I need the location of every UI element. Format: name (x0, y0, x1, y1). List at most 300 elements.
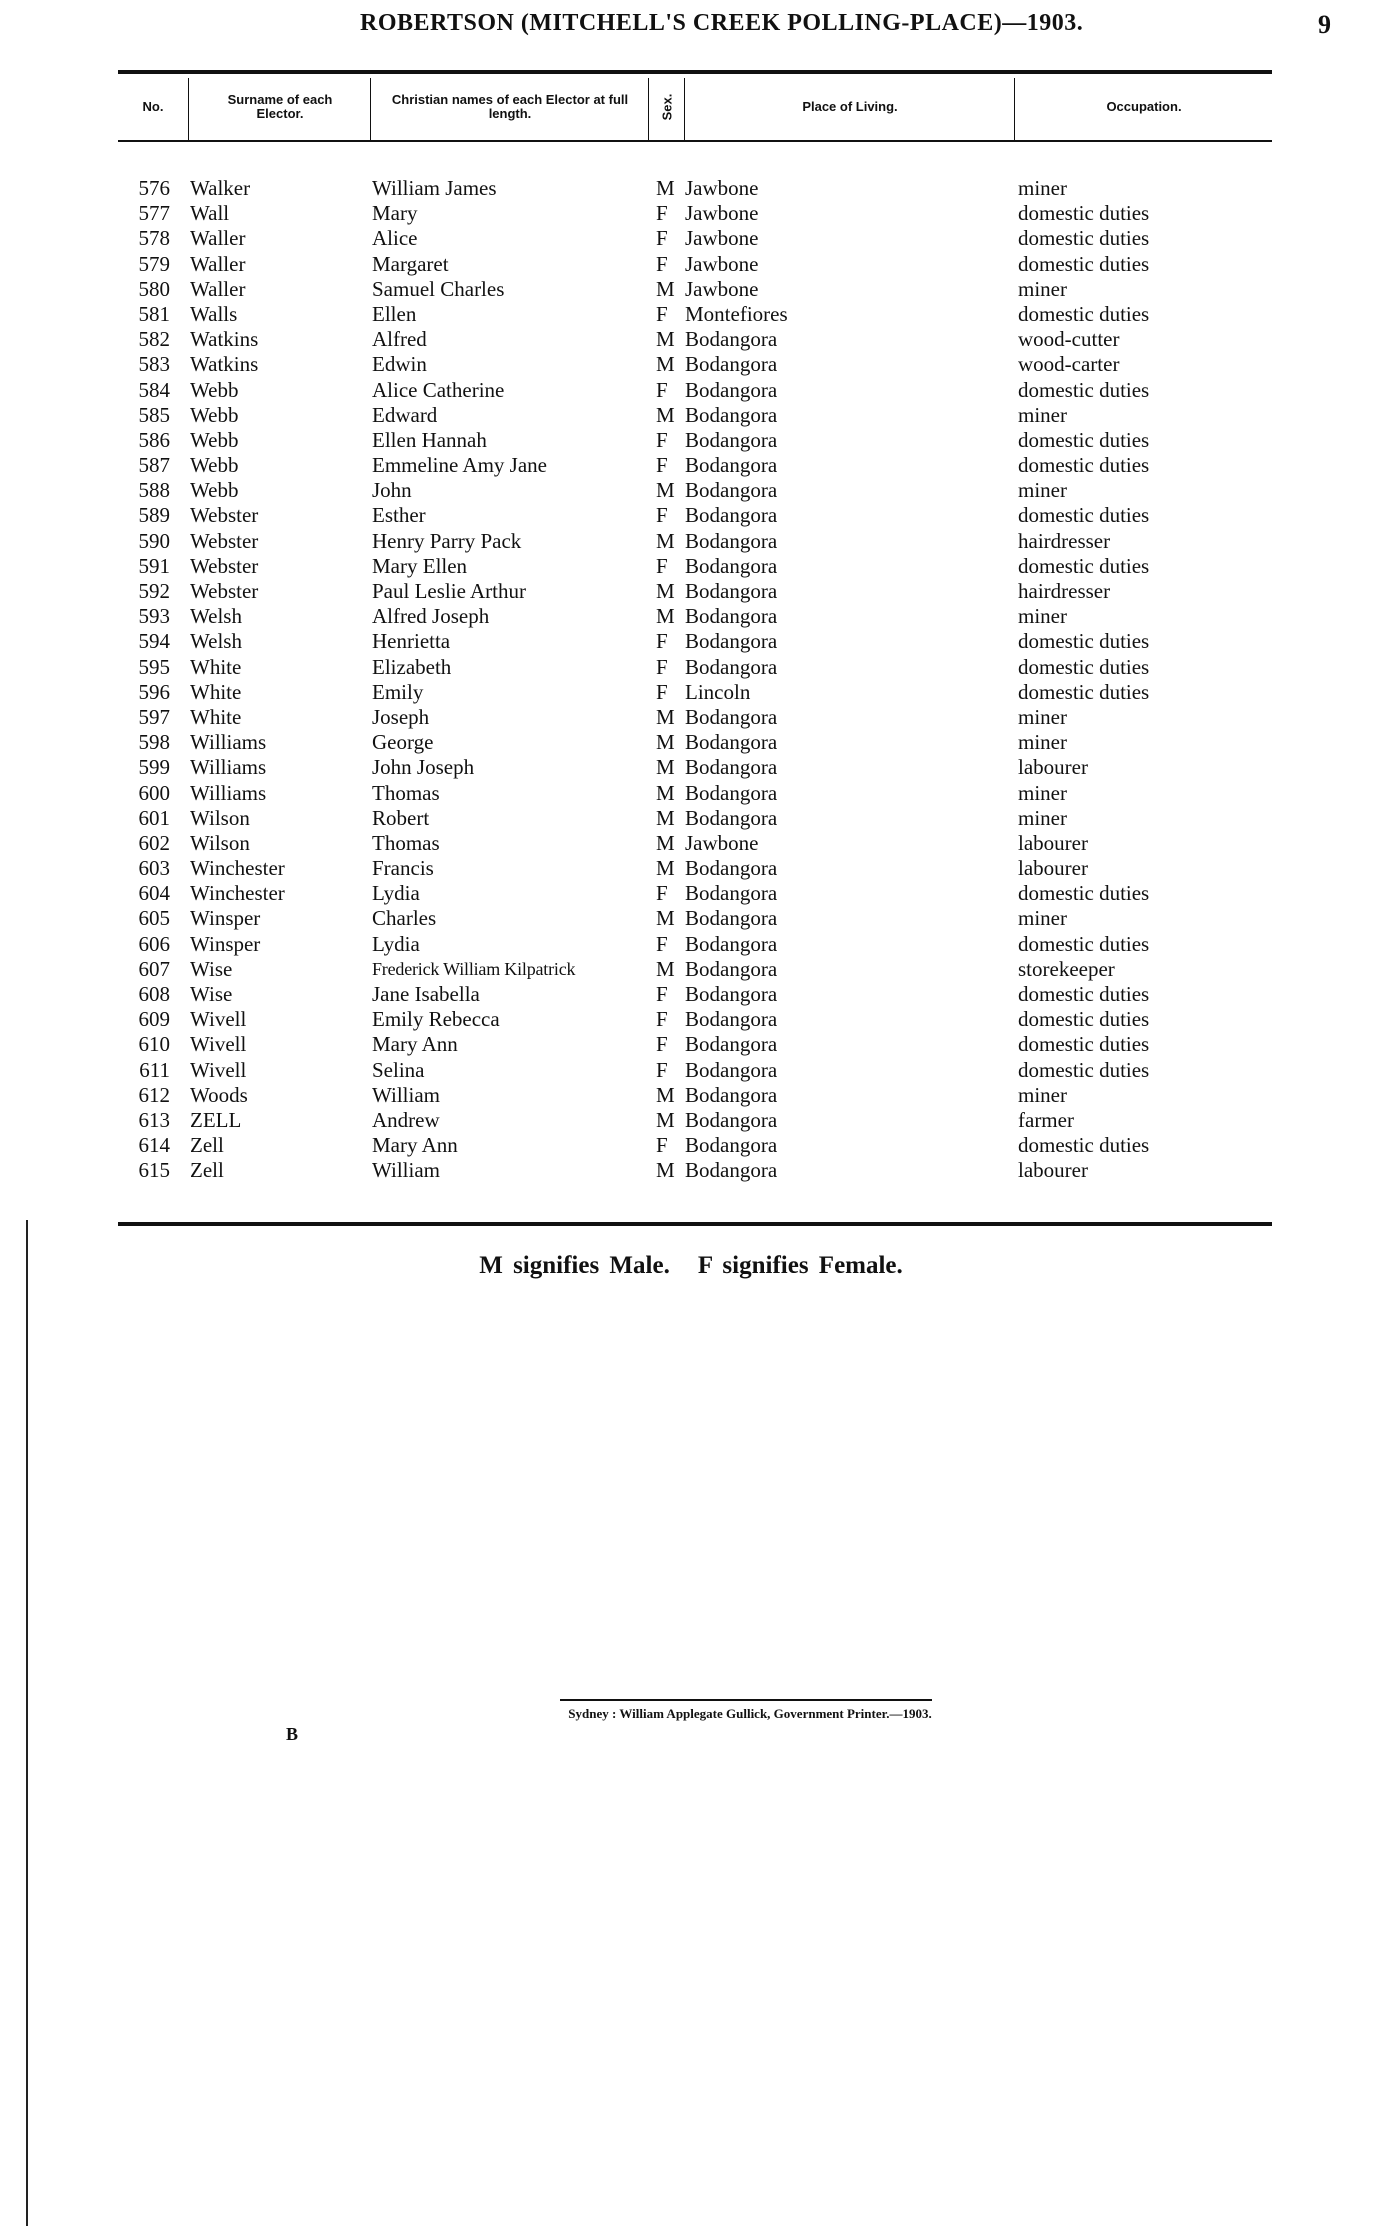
elector-occupation: miner (1018, 730, 1067, 755)
elector-christian-names: Alice (372, 226, 418, 251)
elector-number: 596 (138, 679, 170, 704)
table-top-rule (118, 70, 1272, 74)
elector-sex: F (656, 553, 668, 578)
table-row (0, 932, 1382, 957)
elector-occupation: domestic duties (1018, 251, 1150, 276)
table-row (0, 856, 1382, 881)
elector-place-of-living: Jawbone (685, 251, 759, 276)
table-row (0, 730, 1382, 755)
table-row (0, 831, 1382, 856)
elector-number: 612 (138, 1082, 170, 1107)
page-number: 9 (1318, 10, 1331, 39)
elector-sex: F (656, 881, 668, 906)
column-divider (188, 78, 189, 140)
elector-sex: F (656, 1057, 668, 1082)
elector-occupation: miner (1018, 906, 1067, 931)
elector-number: 583 (138, 352, 170, 377)
elector-number: 577 (138, 201, 170, 226)
elector-place-of-living: Bodangora (685, 1107, 778, 1132)
elector-surname: Wise (190, 956, 233, 981)
elector-christian-names: Samuel Charles (372, 276, 505, 301)
elector-place-of-living: Bodangora (685, 805, 778, 830)
legend-female: F signifies Female. (697, 1252, 903, 1279)
elector-number: 593 (138, 604, 170, 629)
table-row (0, 906, 1382, 931)
elector-christian-names: Joseph (372, 704, 430, 729)
elector-surname: Webster (190, 528, 259, 553)
elector-occupation: domestic duties (1018, 1032, 1150, 1057)
table-row (0, 629, 1382, 654)
margin-line (26, 1220, 28, 2226)
elector-place-of-living: Bodangora (685, 1133, 778, 1158)
elector-occupation: domestic duties (1018, 1057, 1150, 1082)
elector-surname: White (190, 679, 242, 704)
elector-number: 599 (138, 755, 170, 780)
column-header-place: Place of Living. (802, 99, 898, 114)
elector-surname: Wivell (190, 1057, 247, 1082)
elector-occupation: domestic duties (1018, 1007, 1150, 1032)
elector-number: 581 (138, 301, 170, 326)
elector-christian-names: Mary Ellen (372, 553, 468, 578)
elector-place-of-living: Bodangora (685, 1032, 778, 1057)
elector-occupation: wood-carter (1018, 352, 1120, 377)
table-row (0, 478, 1382, 503)
elector-sex: M (656, 830, 675, 855)
elector-surname: Welsh (190, 604, 242, 629)
column-divider (1014, 78, 1015, 140)
elector-occupation: labourer (1018, 830, 1088, 855)
elector-christian-names: Emily (372, 679, 424, 704)
table-row (0, 378, 1382, 403)
elector-number: 600 (138, 780, 170, 805)
elector-occupation: miner (1018, 402, 1067, 427)
elector-number: 602 (138, 830, 170, 855)
elector-christian-names: Mary Ann (372, 1133, 458, 1158)
elector-number: 589 (138, 503, 170, 528)
elector-place-of-living: Bodangora (685, 402, 778, 427)
elector-christian-names: William (372, 1082, 440, 1107)
elector-occupation: domestic duties (1018, 629, 1150, 654)
elector-place-of-living: Jawbone (685, 176, 759, 200)
elector-place-of-living: Bodangora (685, 856, 778, 881)
elector-number: 607 (138, 956, 170, 981)
table-row (0, 554, 1382, 579)
elector-number: 580 (138, 276, 170, 301)
elector-christian-names: Frederick William Kilpatrick (372, 958, 576, 979)
elector-sex: F (656, 629, 668, 654)
elector-occupation: hairdresser (1018, 579, 1111, 603)
elector-place-of-living: Bodangora (685, 453, 778, 478)
elector-sex: M (656, 327, 675, 352)
elector-occupation: domestic duties (1018, 427, 1150, 452)
elector-number: 615 (138, 1158, 170, 1183)
header-bottom-rule (118, 140, 1272, 142)
elector-surname: Webb (190, 478, 239, 503)
elector-number: 610 (138, 1032, 170, 1057)
elector-sex: M (656, 352, 675, 377)
elector-sex: M (656, 704, 675, 729)
column-header-surname: Surname of each Elector. (227, 92, 333, 121)
elector-sex: F (656, 226, 668, 251)
elector-number: 604 (138, 881, 170, 906)
elector-surname: Zell (190, 1133, 224, 1158)
elector-number: 603 (138, 856, 170, 881)
elector-number: 597 (138, 704, 170, 729)
elector-surname: Webb (190, 427, 239, 452)
elector-sex: M (656, 755, 675, 780)
elector-surname: Winchester (190, 856, 285, 881)
elector-surname: Wall (190, 201, 230, 226)
elector-number: 576 (138, 176, 170, 200)
elector-surname: Webster (190, 579, 259, 603)
elector-place-of-living: Bodangora (685, 629, 778, 654)
elector-sex: F (656, 1133, 668, 1158)
elector-number: 578 (138, 226, 170, 251)
elector-surname: Webster (190, 503, 259, 528)
elector-christian-names: Ellen (372, 301, 417, 326)
elector-surname: Waller (190, 251, 246, 276)
table-row (0, 781, 1382, 806)
elector-place-of-living: Bodangora (685, 528, 778, 553)
table-row (0, 957, 1382, 982)
elector-number: 598 (138, 730, 170, 755)
elector-sex: M (656, 805, 675, 830)
elector-christian-names: Andrew (372, 1107, 440, 1132)
elector-number: 592 (138, 579, 170, 603)
elector-christian-names: George (372, 730, 434, 755)
table-row (0, 352, 1382, 377)
elector-occupation: hairdresser (1018, 528, 1111, 553)
elector-surname: Walls (190, 301, 238, 326)
elector-place-of-living: Bodangora (685, 1057, 778, 1082)
elector-occupation: domestic duties (1018, 553, 1150, 578)
elector-sex: M (656, 730, 675, 755)
elector-number: 595 (138, 654, 170, 679)
elector-occupation: miner (1018, 704, 1067, 729)
elector-christian-names: Edward (372, 402, 438, 427)
elector-christian-names: Emily Rebecca (372, 1007, 500, 1032)
legend-male: M signifies Male. (479, 1252, 670, 1279)
elector-sex: M (656, 276, 675, 301)
elector-number: 590 (138, 528, 170, 553)
elector-occupation: miner (1018, 176, 1067, 200)
elector-sex: M (656, 1158, 675, 1183)
elector-surname: Williams (190, 755, 267, 780)
table-row (0, 1133, 1382, 1158)
elector-place-of-living: Bodangora (685, 780, 778, 805)
elector-surname: Wivell (190, 1007, 247, 1032)
elector-surname: Wilson (190, 805, 250, 830)
elector-place-of-living: Bodangora (685, 478, 778, 503)
elector-occupation: domestic duties (1018, 201, 1150, 226)
elector-place-of-living: Lincoln (685, 679, 751, 704)
column-header-occupation: Occupation. (1106, 99, 1182, 114)
elector-number: 611 (139, 1057, 170, 1082)
elector-place-of-living: Bodangora (685, 503, 778, 528)
elector-place-of-living: Bodangora (685, 327, 778, 352)
elector-surname: Wivell (190, 1032, 247, 1057)
table-row (0, 176, 1382, 201)
column-divider (648, 78, 649, 140)
elector-surname: ZELL (190, 1107, 242, 1132)
elector-surname: Williams (190, 730, 267, 755)
elector-place-of-living: Bodangora (685, 553, 778, 578)
elector-number: 594 (138, 629, 170, 654)
elector-sex: M (656, 176, 675, 200)
elector-sex: M (656, 528, 675, 553)
elector-christian-names: Emmeline Amy Jane (372, 453, 547, 478)
table-row (0, 403, 1382, 428)
elector-occupation: storekeeper (1018, 956, 1115, 981)
elector-christian-names: Henry Parry Pack (372, 528, 522, 553)
elector-occupation: labourer (1018, 1158, 1088, 1183)
table-row (0, 579, 1382, 604)
elector-number: 586 (138, 427, 170, 452)
elector-occupation: domestic duties (1018, 654, 1150, 679)
table-row (0, 529, 1382, 554)
elector-sex: F (656, 301, 668, 326)
elector-occupation: domestic duties (1018, 679, 1150, 704)
elector-christian-names: John (372, 478, 412, 503)
elector-christian-names: Mary (372, 201, 418, 226)
elector-number: 587 (138, 453, 170, 478)
elector-occupation: domestic duties (1018, 881, 1150, 906)
table-row (0, 428, 1382, 453)
table-row (0, 1032, 1382, 1057)
elector-sex: M (656, 1107, 675, 1132)
column-header-no: No. (142, 99, 164, 114)
elector-place-of-living: Bodangora (685, 931, 778, 956)
table-row (0, 655, 1382, 680)
elector-sex: M (656, 956, 675, 981)
elector-place-of-living: Bodangora (685, 755, 778, 780)
elector-surname: Winsper (190, 906, 261, 931)
elector-number: 582 (138, 327, 170, 352)
elector-sex: F (656, 931, 668, 956)
elector-christian-names: William James (372, 176, 497, 200)
elector-occupation: miner (1018, 276, 1067, 301)
elector-occupation: miner (1018, 1082, 1067, 1107)
elector-number: 613 (138, 1107, 170, 1132)
elector-number: 579 (138, 251, 170, 276)
elector-sex: F (656, 1032, 668, 1057)
elector-sex: F (656, 679, 668, 704)
table-row (0, 680, 1382, 705)
elector-christian-names: Elizabeth (372, 654, 452, 679)
elector-christian-names: Mary Ann (372, 1032, 458, 1057)
table-row (0, 1108, 1382, 1133)
elector-number: 609 (138, 1007, 170, 1032)
elector-christian-names: Edwin (372, 352, 427, 377)
elector-sex: F (656, 503, 668, 528)
column-divider (370, 78, 371, 140)
elector-sex: M (656, 780, 675, 805)
elector-number: 605 (138, 906, 170, 931)
elector-number: 601 (138, 805, 170, 830)
elector-christian-names: Henrietta (372, 629, 451, 654)
elector-surname: Zell (190, 1158, 224, 1183)
elector-christian-names: Jane Isabella (372, 982, 480, 1006)
table-row (0, 755, 1382, 780)
elector-occupation: domestic duties (1018, 1133, 1150, 1158)
elector-place-of-living: Bodangora (685, 704, 778, 729)
imprint-rule (560, 1699, 932, 1701)
column-header-christian-names: Christian names of each Elector at full length. (391, 92, 629, 121)
elector-sex: M (656, 856, 675, 881)
elector-sex: F (656, 201, 668, 226)
elector-place-of-living: Bodangora (685, 604, 778, 629)
elector-sex: F (656, 427, 668, 452)
table-row (0, 226, 1382, 251)
elector-occupation: domestic duties (1018, 982, 1150, 1006)
elector-place-of-living: Bodangora (685, 1082, 778, 1107)
elector-surname: Williams (190, 780, 267, 805)
elector-christian-names: Esther (372, 503, 426, 528)
table-row (0, 881, 1382, 906)
elector-sex: F (656, 1007, 668, 1032)
column-header-sex-label: Sex. (659, 93, 674, 121)
elector-surname: Woods (190, 1082, 248, 1107)
elector-surname: Winchester (190, 881, 285, 906)
elector-number: 608 (138, 982, 170, 1006)
elector-occupation: domestic duties (1018, 301, 1150, 326)
elector-occupation: miner (1018, 478, 1067, 503)
elector-sex: M (656, 478, 675, 503)
elector-surname: Watkins (190, 352, 259, 377)
elector-christian-names: Paul Leslie Arthur (372, 579, 526, 603)
elector-christian-names: Thomas (372, 830, 440, 855)
elector-christian-names: Alice Catherine (372, 377, 505, 402)
elector-christian-names: Selina (372, 1057, 425, 1082)
elector-sex: M (656, 906, 675, 931)
elector-christian-names: Robert (372, 805, 430, 830)
elector-christian-names: Alfred (372, 327, 427, 352)
elector-place-of-living: Bodangora (685, 377, 778, 402)
elector-occupation: domestic duties (1018, 226, 1150, 251)
elector-christian-names: Ellen Hannah (372, 427, 487, 452)
elector-number: 584 (138, 377, 170, 402)
elector-christian-names: Charles (372, 906, 437, 931)
elector-occupation: domestic duties (1018, 931, 1150, 956)
elector-surname: Watkins (190, 327, 259, 352)
elector-place-of-living: Bodangora (685, 881, 778, 906)
elector-place-of-living: Bodangora (685, 654, 778, 679)
elector-christian-names: Lydia (372, 881, 420, 906)
elector-sex: M (656, 402, 675, 427)
sex-legend (0, 1252, 1382, 1280)
elector-christian-names: Alfred Joseph (372, 604, 490, 629)
table-row (0, 453, 1382, 478)
elector-number: 591 (138, 553, 170, 578)
elector-sex: M (656, 604, 675, 629)
table-row (0, 604, 1382, 629)
elector-surname: White (190, 654, 242, 679)
elector-occupation: domestic duties (1018, 377, 1150, 402)
elector-occupation: miner (1018, 805, 1067, 830)
elector-place-of-living: Bodangora (685, 1007, 778, 1032)
elector-place-of-living: Jawbone (685, 226, 759, 251)
elector-place-of-living: Jawbone (685, 201, 759, 226)
elector-occupation: labourer (1018, 856, 1088, 881)
table-row (0, 1083, 1382, 1108)
elector-surname: Webb (190, 377, 239, 402)
elector-christian-names: Thomas (372, 780, 440, 805)
column-header-sex (650, 76, 684, 138)
elector-place-of-living: Bodangora (685, 427, 778, 452)
elector-place-of-living: Montefiores (685, 301, 788, 326)
table-row (0, 252, 1382, 277)
printer-imprint: Sydney : William Applegate Gullick, Government Printer.—1903. (568, 1706, 932, 1721)
elector-sex: F (656, 654, 668, 679)
elector-occupation: labourer (1018, 755, 1088, 780)
elector-christian-names: John Joseph (372, 755, 475, 780)
electors-list (0, 176, 1382, 1184)
elector-surname: Winsper (190, 931, 261, 956)
elector-occupation: domestic duties (1018, 453, 1150, 478)
elector-surname: Webb (190, 453, 239, 478)
table-row (0, 327, 1382, 352)
elector-occupation: miner (1018, 604, 1067, 629)
elector-occupation: domestic duties (1018, 503, 1150, 528)
elector-christian-names: William (372, 1158, 440, 1183)
table-row (0, 277, 1382, 302)
table-row (0, 1007, 1382, 1032)
elector-sex: F (656, 377, 668, 402)
elector-number: 585 (138, 402, 170, 427)
elector-occupation: farmer (1018, 1107, 1074, 1132)
elector-surname: Waller (190, 276, 246, 301)
elector-surname: Welsh (190, 629, 242, 654)
elector-sex: F (656, 453, 668, 478)
elector-number: 588 (138, 478, 170, 503)
table-row (0, 503, 1382, 528)
elector-place-of-living: Bodangora (685, 906, 778, 931)
elector-surname: Walker (190, 176, 251, 200)
table-row (0, 1058, 1382, 1083)
elector-sex: F (656, 251, 668, 276)
elector-sex: M (656, 1082, 675, 1107)
table-row (0, 302, 1382, 327)
elector-place-of-living: Bodangora (685, 579, 778, 603)
table-row (0, 982, 1382, 1007)
elector-christian-names: Francis (372, 856, 434, 881)
elector-sex: M (656, 579, 675, 603)
table-row (0, 201, 1382, 226)
elector-surname: Webb (190, 402, 239, 427)
elector-surname: Webster (190, 553, 259, 578)
elector-surname: Wise (190, 982, 233, 1006)
elector-christian-names: Margaret (372, 251, 449, 276)
table-bottom-rule (118, 1222, 1272, 1226)
table-row (0, 705, 1382, 730)
elector-place-of-living: Bodangora (685, 352, 778, 377)
elector-place-of-living: Bodangora (685, 1158, 778, 1183)
signature-mark: B (286, 1724, 299, 1744)
elector-occupation: miner (1018, 780, 1067, 805)
elector-place-of-living: Bodangora (685, 982, 778, 1006)
page-title: ROBERTSON (MITCHELL'S CREEK POLLING-PLACE)—1903. (360, 10, 1084, 36)
elector-place-of-living: Bodangora (685, 730, 778, 755)
elector-sex: F (656, 982, 668, 1006)
elector-surname: Wilson (190, 830, 250, 855)
elector-number: 614 (138, 1133, 170, 1158)
elector-occupation: wood-cutter (1018, 327, 1120, 352)
elector-number: 606 (138, 931, 170, 956)
table-row (0, 1158, 1382, 1183)
elector-christian-names: Lydia (372, 931, 420, 956)
elector-surname: Waller (190, 226, 246, 251)
elector-place-of-living: Bodangora (685, 956, 778, 981)
